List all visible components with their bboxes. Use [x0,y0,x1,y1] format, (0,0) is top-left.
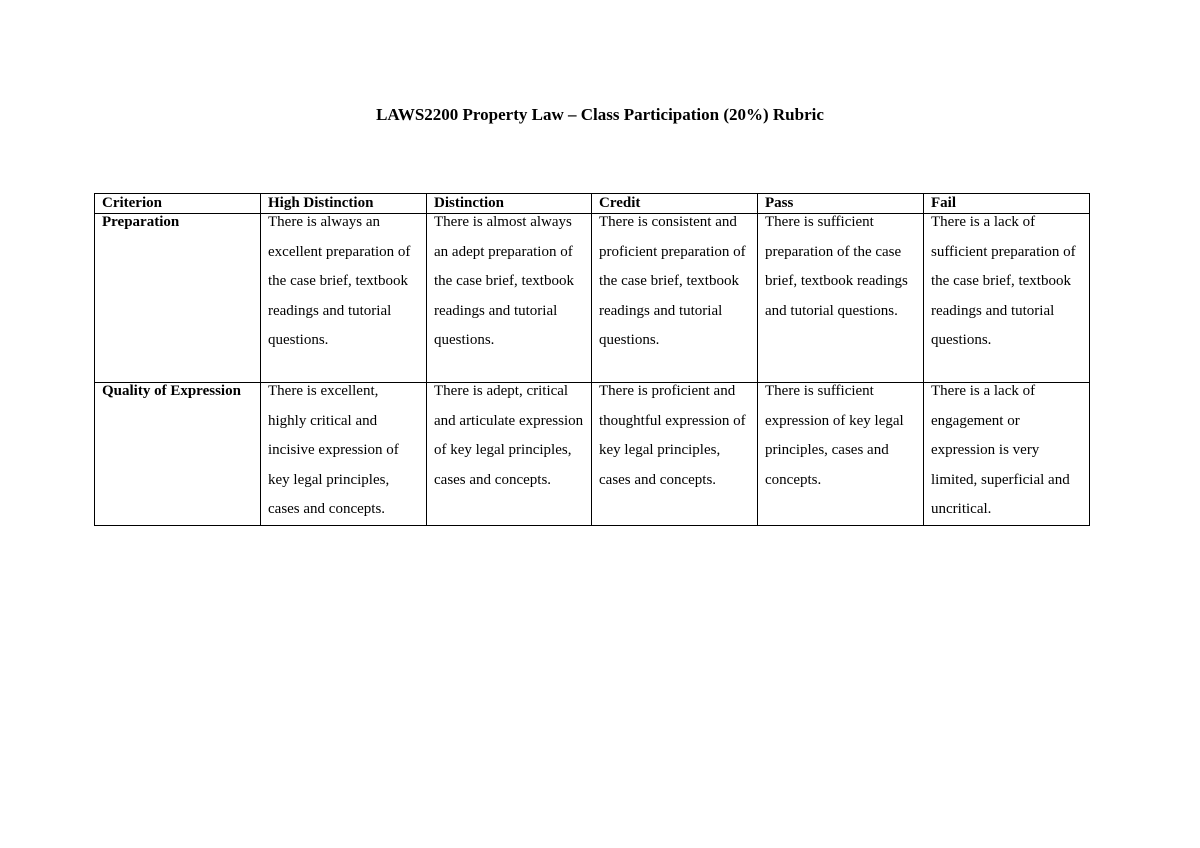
header-criterion: Criterion [95,194,261,214]
cell-text: There is almost always an adept preparation of the case brief, textbook readings and tutorial questions. [434,214,574,348]
table-cell [592,383,758,526]
page-title: LAWS2200 Property Law – Class Participation (20%) Rubric [376,105,824,124]
cell-text: There is excellent, highly critical and incisive expression of key legal principles, cases and concepts. [268,383,399,517]
table-cell [924,214,1090,383]
rubric-table [94,193,1090,526]
cell-text: There is a lack of sufficient preparation of the case brief, textbook readings and tutorial questions. [931,214,1076,348]
criterion-label: Preparation [102,214,180,230]
cell-text: There is always an excellent preparation of the case brief, textbook readings and tutorial questions. [268,214,411,348]
header-distinction: Distinction [427,194,592,214]
header-fail: Fail [924,194,1090,214]
cell-text: There is adept, critical and articulate expression of key legal principles, cases and concepts. [434,383,584,488]
cell-text: There is sufficient expression of key legal principles, cases and concepts. [765,383,904,488]
table-row [95,383,1090,526]
table-cell [758,383,924,526]
cell-text: There is proficient and thoughtful expression of key legal principles, cases and concepts. [599,383,746,488]
table-cell [427,214,592,383]
table-cell [758,214,924,383]
table-cell [924,383,1090,526]
cell-text: There is sufficient preparation of the case brief, textbook readings and tutorial questions. [765,214,908,319]
cell-text: There is a lack of engagement or expression is very limited, superficial and uncritical. [931,383,1070,517]
criterion-cell [95,383,261,526]
header-pass: Pass [758,194,924,214]
table-cell [261,383,427,526]
table-cell [261,214,427,383]
table-row [95,214,1090,383]
criterion-cell [95,214,261,383]
table-cell [427,383,592,526]
table-cell [592,214,758,383]
cell-text: There is consistent and proficient preparation of the case brief, textbook readings and tutorial questions. [599,214,746,348]
header-high-distinction: High Distinction [261,194,427,214]
criterion-label: Quality of Expression [102,383,241,399]
header-credit: Credit [592,194,758,214]
